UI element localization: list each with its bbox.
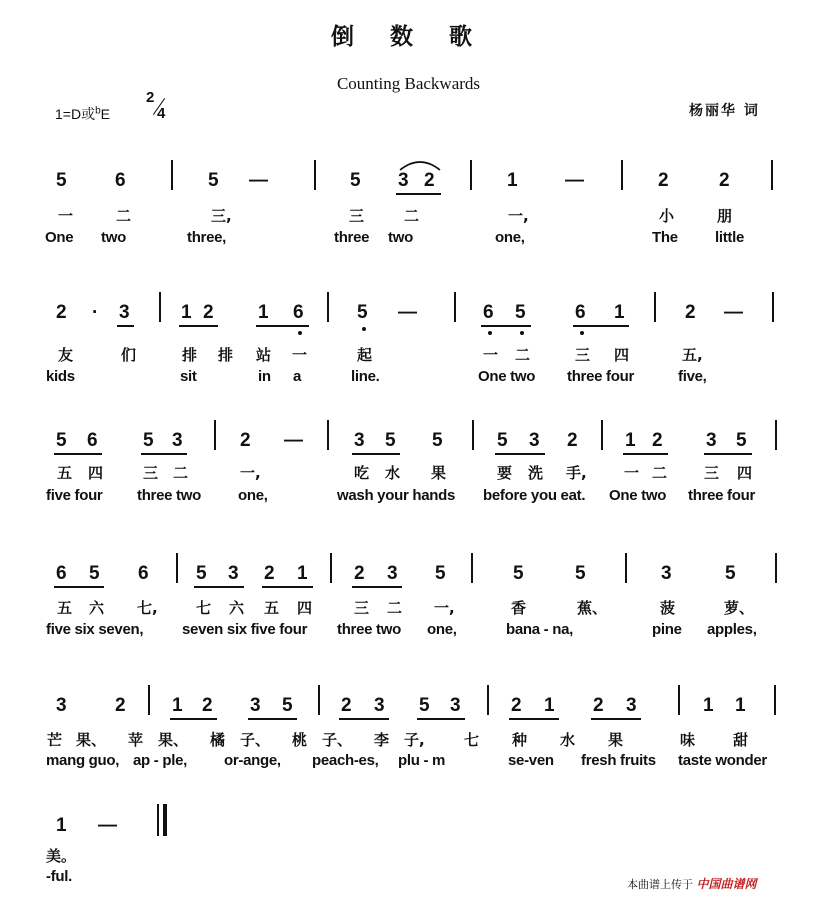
bar-line — [771, 160, 773, 190]
lyric-cn: 味 — [680, 731, 696, 749]
note: 3 — [172, 430, 183, 451]
note: 3 — [398, 170, 409, 191]
lyric-en: or-ange, — [224, 752, 281, 769]
lyric-cn: 四 — [737, 464, 753, 482]
note: 1 — [181, 302, 192, 323]
song-title: 倒 数 歌 — [330, 23, 486, 50]
bar-line — [774, 685, 776, 715]
note: 5 — [282, 695, 293, 716]
note: 2 — [115, 695, 126, 716]
lyric-cn: 二 — [116, 207, 132, 225]
lyric-cn: 一, — [434, 599, 455, 617]
note: 2 — [203, 302, 214, 323]
lyric-cn: 橘 — [210, 731, 226, 749]
lyric-cn: 芒 — [47, 731, 63, 749]
lyric-cn: 一 — [483, 346, 499, 364]
lyric-cn: 们 — [121, 346, 137, 364]
lyric-cn: 甜 — [733, 731, 749, 749]
underline — [623, 453, 668, 455]
low-octave-dot — [362, 327, 366, 331]
final-bar-thick — [163, 804, 167, 836]
lyric-cn: 一, — [508, 207, 529, 225]
note: 2 — [719, 170, 730, 191]
dash: — — [565, 170, 584, 191]
lyric-en: One two — [609, 487, 667, 504]
underline — [396, 193, 441, 195]
lyric-cn: 站 — [256, 346, 272, 364]
lyric-cn: 桃 — [292, 731, 308, 749]
lyric-en: -ful. — [46, 868, 72, 885]
footer-text: 本曲谱上传于 — [627, 878, 693, 891]
note: 5 — [196, 563, 207, 584]
lyric-cn: 小 — [659, 207, 675, 225]
bar-line — [472, 420, 474, 450]
lyric-en: five six seven, — [46, 621, 144, 638]
lyric-cn: 果 — [608, 731, 624, 749]
bar-line — [487, 685, 489, 715]
site-logo[interactable]: 中国曲谱网 — [696, 877, 757, 891]
lyric-en: one, — [427, 621, 457, 638]
underline — [262, 586, 313, 588]
lyric-cn: 香 — [511, 599, 527, 617]
lyric-en: One — [45, 229, 74, 246]
lyric-cn: 排 — [182, 346, 198, 364]
note: 3 — [228, 563, 239, 584]
lyric-cn: 起 — [357, 346, 373, 364]
low-octave-dot — [580, 331, 584, 335]
dot-note: · — [92, 302, 99, 323]
english-title: Counting Backwards — [336, 74, 481, 93]
underline — [495, 453, 545, 455]
note: 1 — [258, 302, 269, 323]
bar-line — [678, 685, 680, 715]
dash: — — [249, 170, 268, 191]
lyric-cn: 子、 — [240, 731, 271, 749]
lyric-cn: 二 — [404, 207, 420, 225]
underline — [417, 718, 465, 720]
lyric-en: one, — [238, 487, 268, 504]
underline — [256, 325, 309, 327]
lyric-cn: 三 — [143, 464, 159, 482]
lyric-en: mang guo, — [46, 752, 120, 769]
note: 6 — [293, 302, 304, 323]
note: 5 — [208, 170, 219, 191]
note: 3 — [661, 563, 672, 584]
lyric-cn: 三 — [354, 599, 370, 617]
lyric-en: One two — [478, 368, 536, 385]
lyric-en: pine — [652, 621, 682, 638]
lyric-cn: 二 — [515, 346, 531, 364]
dash: — — [398, 302, 417, 323]
lyric-en: a — [293, 368, 302, 385]
note: 1 — [172, 695, 183, 716]
lyric-en: three, — [187, 229, 227, 246]
underline — [352, 586, 402, 588]
lyric-cn: 一, — [240, 464, 261, 482]
low-octave-dot — [298, 331, 302, 335]
lyric-en: ap - ple, — [133, 752, 187, 769]
note: 2 — [424, 170, 435, 191]
lyric-cn: 朋 — [717, 207, 733, 225]
note: 5 — [432, 430, 443, 451]
underline — [179, 325, 218, 327]
note: 6 — [575, 302, 586, 323]
lyric-cn: 四 — [614, 346, 630, 364]
lyric-cn: 果、 — [76, 731, 107, 749]
final-bar-thin — [157, 804, 159, 836]
note: 2 — [593, 695, 604, 716]
lyric-cn: 菠 — [660, 599, 676, 617]
note: 6 — [56, 563, 67, 584]
dash: — — [98, 815, 117, 836]
note: 5 — [497, 430, 508, 451]
time-top: 2 — [146, 89, 155, 106]
note: 5 — [56, 170, 67, 191]
underline — [573, 325, 629, 327]
bar-line — [772, 292, 774, 322]
lyric-cn: 一 — [624, 464, 640, 482]
lyric-cn: 七 — [464, 731, 480, 749]
note: 5 — [89, 563, 100, 584]
note: 6 — [115, 170, 126, 191]
lyric-cn: 要 — [497, 464, 513, 482]
underline — [170, 718, 217, 720]
lyric-en: seven six five four — [182, 621, 308, 638]
lyric-cn: 四 — [88, 464, 104, 482]
bar-line — [654, 292, 656, 322]
lyric-cn: 子, — [404, 731, 425, 749]
bar-line — [775, 553, 777, 583]
note: 2 — [240, 430, 251, 451]
lyric-cn: 水 — [560, 731, 576, 749]
bar-line — [314, 160, 316, 190]
note: 5 — [435, 563, 446, 584]
lyric-cn: 七 — [196, 599, 212, 617]
lyric-cn: 一 — [292, 346, 308, 364]
lyric-cn: 水 — [385, 464, 401, 482]
note: 6 — [483, 302, 494, 323]
lyric-en: three two — [137, 487, 201, 504]
lyric-en: apples, — [707, 621, 757, 638]
note: 1 — [703, 695, 714, 716]
lyric-cn: 友 — [58, 346, 74, 364]
lyric-en: five, — [678, 368, 707, 385]
lyric-cn: 洗 — [528, 464, 544, 482]
underline — [117, 325, 134, 327]
lyric-cn: 二 — [173, 464, 189, 482]
lyric-cn: 果、 — [158, 731, 189, 749]
note: 3 — [387, 563, 398, 584]
bar-line — [625, 553, 627, 583]
note: 2 — [658, 170, 669, 191]
bar-line — [327, 292, 329, 322]
lyric-en: kids — [46, 368, 75, 385]
bar-line — [148, 685, 150, 715]
note: 3 — [354, 430, 365, 451]
lyric-cn: 三 — [575, 346, 591, 364]
note: 5 — [513, 563, 524, 584]
lyric-cn: 一 — [58, 207, 74, 225]
bar-line — [318, 685, 320, 715]
note: 2 — [56, 302, 67, 323]
note: 5 — [419, 695, 430, 716]
lyric-cn: 果 — [431, 464, 447, 482]
note: 3 — [374, 695, 385, 716]
lyric-en: five four — [46, 487, 103, 504]
lyric-cn: 萝、 — [724, 599, 755, 617]
lyric-en: bana - na, — [506, 621, 574, 638]
note: 2 — [652, 430, 663, 451]
lyric-en: three four — [688, 487, 756, 504]
lyric-cn: 排 — [218, 346, 234, 364]
note: 2 — [202, 695, 213, 716]
key-prefix: 1=D或 — [55, 106, 96, 122]
note: 5 — [725, 563, 736, 584]
lyric-en: two — [101, 229, 126, 246]
lyric-en: one, — [495, 229, 525, 246]
lyric-cn: 手, — [566, 464, 587, 482]
note: 1 — [56, 815, 67, 836]
lyric-cn: 美。 — [46, 847, 77, 865]
note: 3 — [706, 430, 717, 451]
time-bottom: 4 — [157, 105, 166, 122]
key-suffix: E — [100, 106, 110, 122]
dash: — — [284, 430, 303, 451]
lyric-en: three four — [567, 368, 635, 385]
underline — [352, 453, 400, 455]
note: 3 — [56, 695, 67, 716]
lyric-en: three — [334, 229, 370, 246]
lyric-en: plu - m — [398, 752, 446, 769]
bar-line — [775, 420, 777, 450]
lyric-en: little — [715, 229, 745, 246]
key-signature — [55, 104, 110, 124]
note: 3 — [529, 430, 540, 451]
lyric-cn: 种 — [512, 731, 528, 749]
lyric-cn: 五 — [57, 464, 73, 482]
underline — [54, 586, 104, 588]
underline — [481, 325, 531, 327]
slur — [398, 158, 442, 172]
lyric-cn: 蕉、 — [577, 599, 608, 617]
lyric-cn: 李 — [374, 731, 390, 749]
lyric-cn: 苹 — [128, 731, 144, 749]
lyric-cn: 七, — [137, 599, 158, 617]
lyric-cn: 六 — [89, 599, 105, 617]
lyric-cn: 三 — [349, 207, 365, 225]
low-octave-dot — [520, 331, 524, 335]
note: 2 — [341, 695, 352, 716]
lyric-en: se-ven — [508, 752, 554, 769]
bar-line — [327, 420, 329, 450]
lyric-en: two — [388, 229, 413, 246]
note: 2 — [567, 430, 578, 451]
lyric-cn: 二 — [387, 599, 403, 617]
bar-line — [214, 420, 216, 450]
lyric-cn: 五 — [264, 599, 280, 617]
lyric-en: line. — [351, 368, 380, 385]
underline — [248, 718, 297, 720]
lyric-en: wash your hands — [337, 487, 456, 504]
lyric-en: sit — [180, 368, 197, 385]
note: 5 — [350, 170, 361, 191]
low-octave-dot — [488, 331, 492, 335]
note: 3 — [450, 695, 461, 716]
lyric-cn: 子、 — [322, 731, 353, 749]
note: 2 — [511, 695, 522, 716]
lyric-en: in — [258, 368, 271, 385]
note: 3 — [626, 695, 637, 716]
note: 1 — [544, 695, 555, 716]
note: 1 — [625, 430, 636, 451]
lyric-cn: 三, — [211, 207, 232, 225]
bar-line — [601, 420, 603, 450]
note: 5 — [736, 430, 747, 451]
lyricist: 杨丽华 词 — [689, 103, 760, 119]
lyric-cn: 三 — [704, 464, 720, 482]
bar-line — [621, 160, 623, 190]
note: 6 — [87, 430, 98, 451]
lyric-en: before you eat. — [483, 487, 586, 504]
note: 3 — [250, 695, 261, 716]
lyric-en: three two — [337, 621, 401, 638]
bar-line — [330, 553, 332, 583]
footer-watermark — [627, 875, 757, 892]
lyric-en: peach-es, — [312, 752, 379, 769]
bar-line — [159, 292, 161, 322]
underline — [509, 718, 559, 720]
lyric-cn: 四 — [297, 599, 313, 617]
lyric-cn: 吃 — [354, 464, 370, 482]
underline — [141, 453, 187, 455]
note: 1 — [297, 563, 308, 584]
note: 1 — [507, 170, 518, 191]
note: 5 — [357, 302, 368, 323]
lyric-en: The — [652, 229, 678, 246]
bar-line — [471, 553, 473, 583]
note: 1 — [735, 695, 746, 716]
underline — [704, 453, 752, 455]
dash: — — [724, 302, 743, 323]
underline — [339, 718, 389, 720]
underline — [591, 718, 641, 720]
note: 2 — [264, 563, 275, 584]
underline — [194, 586, 244, 588]
note: 5 — [56, 430, 67, 451]
key-flat: b — [95, 105, 101, 117]
bar-line — [176, 553, 178, 583]
bar-line — [171, 160, 173, 190]
lyric-en: fresh fruits — [581, 752, 656, 769]
note: 5 — [515, 302, 526, 323]
bar-line — [454, 292, 456, 322]
note: 1 — [614, 302, 625, 323]
underline — [54, 453, 102, 455]
bar-line — [470, 160, 472, 190]
note: 5 — [575, 563, 586, 584]
note: 6 — [138, 563, 149, 584]
lyric-cn: 六 — [229, 599, 245, 617]
time-signature — [145, 91, 171, 125]
note: 2 — [685, 302, 696, 323]
lyric-cn: 二 — [652, 464, 668, 482]
note: 3 — [119, 302, 130, 323]
lyric-cn: 五, — [682, 346, 703, 364]
note: 5 — [143, 430, 154, 451]
note: 2 — [354, 563, 365, 584]
lyric-en: taste wonder — [678, 752, 767, 769]
lyric-cn: 五 — [57, 599, 73, 617]
note: 5 — [385, 430, 396, 451]
